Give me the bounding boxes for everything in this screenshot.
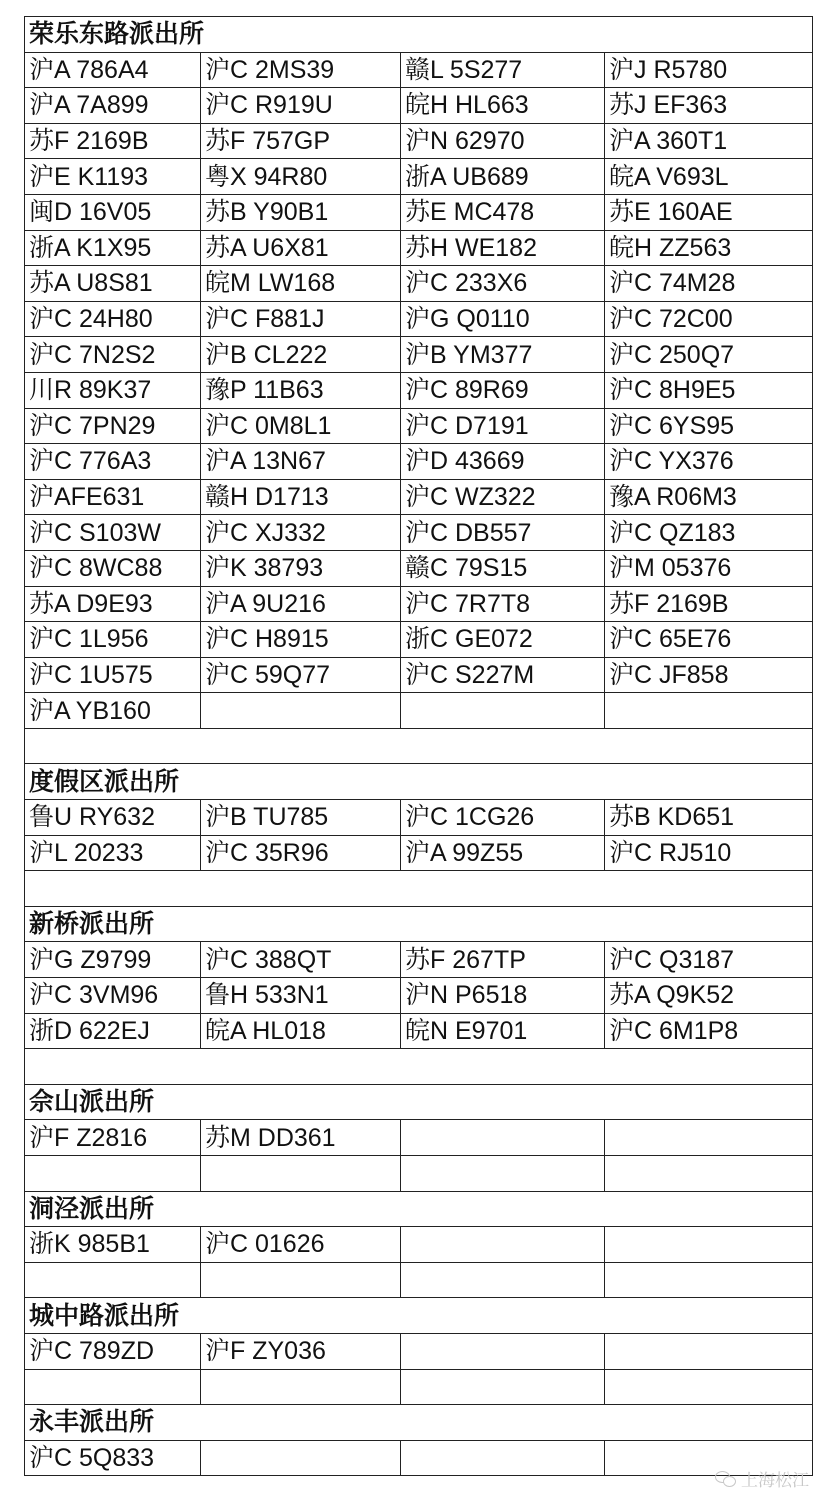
plate-cell: 苏A Q9K52: [605, 978, 813, 1014]
plate-cell: 沪C 5Q833: [25, 1440, 201, 1476]
plate-cell: 沪C 65E76: [605, 622, 813, 658]
plate-cell: 沪C DB557: [401, 515, 605, 551]
plate-cell: 苏J EF363: [605, 88, 813, 124]
plate-cell: 沪C F881J: [201, 301, 401, 337]
section-title-row: [25, 17, 813, 53]
section-title: 荣乐东路派出所: [25, 17, 813, 53]
table-row: [25, 194, 813, 230]
plate-cell: 沪C 6M1P8: [605, 1013, 813, 1049]
plate-cell: 沪C 89R69: [401, 372, 605, 408]
plate-cell: 苏F 757GP: [201, 123, 401, 159]
plate-cell: 苏A D9E93: [25, 586, 201, 622]
plate-cell: 沪AFE631: [25, 479, 201, 515]
plate-cell: 浙D 622EJ: [25, 1013, 201, 1049]
plate-cell: 沪C 3VM96: [25, 978, 201, 1014]
table-row: [25, 622, 813, 658]
section-title-row: [25, 1405, 813, 1441]
plate-cell: 沪C 35R96: [201, 835, 401, 871]
plate-cell: 沪C 24H80: [25, 301, 201, 337]
empty-cell: [605, 693, 813, 729]
section-title-row: [25, 1191, 813, 1227]
plate-cell: 沪C WZ322: [401, 479, 605, 515]
plate-cell: 苏B KD651: [605, 800, 813, 836]
plate-cell: 沪C YX376: [605, 444, 813, 480]
plate-cell: 沪A 786A4: [25, 52, 201, 88]
plate-cell: 沪C 2MS39: [201, 52, 401, 88]
plate-cell: 沪C XJ332: [201, 515, 401, 551]
section-title: 永丰派出所: [25, 1405, 813, 1441]
empty-cell: [401, 1227, 605, 1263]
empty-cell: [605, 1120, 813, 1156]
plate-cell: 沪C 01626: [201, 1227, 401, 1263]
blank-row: [25, 1369, 813, 1405]
plate-cell: 沪C 7N2S2: [25, 337, 201, 373]
plate-cell: 沪C 6YS95: [605, 408, 813, 444]
blank-row: [25, 1049, 813, 1085]
plate-cell: 川R 89K37: [25, 372, 201, 408]
blank-row: [25, 1262, 813, 1298]
plate-cell: 浙A K1X95: [25, 230, 201, 266]
empty-cell: [25, 871, 813, 907]
table-row: [25, 1013, 813, 1049]
plate-cell: 沪A 360T1: [605, 123, 813, 159]
plate-cell: 沪C 388QT: [201, 942, 401, 978]
plate-table: [24, 16, 813, 1476]
plate-cell: 沪C 1CG26: [401, 800, 605, 836]
section-title: 新桥派出所: [25, 906, 813, 942]
plate-cell: 赣L 5S277: [401, 52, 605, 88]
empty-cell: [605, 1369, 813, 1405]
plate-cell: 沪M 05376: [605, 550, 813, 586]
section-title: 城中路派出所: [25, 1298, 813, 1334]
watermark-text: 上海松江: [741, 1471, 809, 1491]
table-row: [25, 978, 813, 1014]
empty-cell: [605, 1156, 813, 1192]
plate-cell: 皖A HL018: [201, 1013, 401, 1049]
plate-cell: 沪C 776A3: [25, 444, 201, 480]
section-title-row: [25, 906, 813, 942]
table-row: [25, 123, 813, 159]
plate-cell: 沪E K1193: [25, 159, 201, 195]
table-row: [25, 479, 813, 515]
empty-cell: [201, 1440, 401, 1476]
wechat-icon: [715, 1471, 737, 1487]
blank-row: [25, 1156, 813, 1192]
empty-cell: [401, 1333, 605, 1369]
plate-cell: 皖N E9701: [401, 1013, 605, 1049]
plate-cell: 皖M LW168: [201, 266, 401, 302]
plate-cell: 沪C QZ183: [605, 515, 813, 551]
section-title-row: [25, 1084, 813, 1120]
watermark: [715, 1466, 809, 1491]
plate-cell: 苏A U8S81: [25, 266, 201, 302]
empty-cell: [401, 1440, 605, 1476]
plate-cell: 沪C 74M28: [605, 266, 813, 302]
plate-cell: 沪C JF858: [605, 657, 813, 693]
plate-cell: 沪C Q3187: [605, 942, 813, 978]
plate-cell: 赣H D1713: [201, 479, 401, 515]
table-row: [25, 1227, 813, 1263]
plate-cell: 苏E 160AE: [605, 194, 813, 230]
plate-cell: 沪C S227M: [401, 657, 605, 693]
table-row: [25, 550, 813, 586]
empty-cell: [605, 1227, 813, 1263]
plate-cell: 沪A 9U216: [201, 586, 401, 622]
plate-cell: 皖H HL663: [401, 88, 605, 124]
plate-cell: 豫A R06M3: [605, 479, 813, 515]
plate-cell: 沪N P6518: [401, 978, 605, 1014]
plate-cell: 浙A UB689: [401, 159, 605, 195]
plate-cell: 苏F 2169B: [25, 123, 201, 159]
plate-cell: 沪C 233X6: [401, 266, 605, 302]
plate-cell: 苏H WE182: [401, 230, 605, 266]
plate-cell: 沪C 59Q77: [201, 657, 401, 693]
table-row: [25, 1440, 813, 1476]
plate-cell: 赣C 79S15: [401, 550, 605, 586]
plate-cell: 沪C 72C00: [605, 301, 813, 337]
plate-cell: 苏B Y90B1: [201, 194, 401, 230]
blank-row: [25, 871, 813, 907]
plate-cell: 沪G Q0110: [401, 301, 605, 337]
empty-cell: [201, 1369, 401, 1405]
plate-cell: 皖H ZZ563: [605, 230, 813, 266]
table-row: [25, 586, 813, 622]
section-title: 洞泾派出所: [25, 1191, 813, 1227]
empty-cell: [25, 1262, 201, 1298]
plate-cell: 沪C S103W: [25, 515, 201, 551]
plate-cell: 苏F 2169B: [605, 586, 813, 622]
table-row: [25, 1333, 813, 1369]
plate-cell: 沪C 7PN29: [25, 408, 201, 444]
table-row: [25, 230, 813, 266]
empty-cell: [605, 1262, 813, 1298]
empty-cell: [25, 1156, 201, 1192]
plate-cell: 沪B CL222: [201, 337, 401, 373]
plate-cell: 沪C R919U: [201, 88, 401, 124]
empty-cell: [25, 1049, 813, 1085]
empty-cell: [401, 693, 605, 729]
section-title: 度假区派出所: [25, 764, 813, 800]
empty-cell: [25, 728, 813, 764]
empty-cell: [401, 1120, 605, 1156]
plate-cell: 沪N 62970: [401, 123, 605, 159]
plate-cell: 沪C 250Q7: [605, 337, 813, 373]
plate-cell: 沪A YB160: [25, 693, 201, 729]
plate-cell: 皖A V693L: [605, 159, 813, 195]
plate-cell: 沪L 20233: [25, 835, 201, 871]
plate-cell: 沪C D7191: [401, 408, 605, 444]
plate-cell: 沪F ZY036: [201, 1333, 401, 1369]
plate-cell: 鲁U RY632: [25, 800, 201, 836]
table-row: [25, 835, 813, 871]
plate-cell: 沪F Z2816: [25, 1120, 201, 1156]
section-title: 佘山派出所: [25, 1084, 813, 1120]
table-row: [25, 372, 813, 408]
blank-row: [25, 728, 813, 764]
plate-cell: 苏M DD361: [201, 1120, 401, 1156]
plate-cell: 苏F 267TP: [401, 942, 605, 978]
plate-cell: 沪C 8H9E5: [605, 372, 813, 408]
plate-cell: 沪A 13N67: [201, 444, 401, 480]
empty-cell: [401, 1262, 605, 1298]
plate-cell: 沪K 38793: [201, 550, 401, 586]
section-title-row: [25, 1298, 813, 1334]
table-row: [25, 52, 813, 88]
table-row: [25, 693, 813, 729]
section-title-row: [25, 764, 813, 800]
plate-cell: 闽D 16V05: [25, 194, 201, 230]
plate-cell: 沪C 1L956: [25, 622, 201, 658]
table-row: [25, 515, 813, 551]
table-row: [25, 942, 813, 978]
table-row: [25, 800, 813, 836]
empty-cell: [401, 1369, 605, 1405]
table-row: [25, 408, 813, 444]
empty-cell: [25, 1369, 201, 1405]
plate-cell: 沪B YM377: [401, 337, 605, 373]
table-row: [25, 444, 813, 480]
table-row: [25, 1120, 813, 1156]
plate-cell: 浙C GE072: [401, 622, 605, 658]
table-row: [25, 657, 813, 693]
empty-cell: [201, 1156, 401, 1192]
plate-cell: 沪G Z9799: [25, 942, 201, 978]
plate-cell: 豫P 11B63: [201, 372, 401, 408]
empty-cell: [201, 693, 401, 729]
table-row: [25, 88, 813, 124]
table-row: [25, 337, 813, 373]
table-row: [25, 301, 813, 337]
table-row: [25, 266, 813, 302]
plate-cell: 沪C 0M8L1: [201, 408, 401, 444]
plate-cell: 粤X 94R80: [201, 159, 401, 195]
empty-cell: [401, 1156, 605, 1192]
plate-cell: 鲁H 533N1: [201, 978, 401, 1014]
plate-cell: 苏E MC478: [401, 194, 605, 230]
plate-cell: 苏A U6X81: [201, 230, 401, 266]
plate-cell: 沪C H8915: [201, 622, 401, 658]
plate-cell: 沪B TU785: [201, 800, 401, 836]
plate-cell: 浙K 985B1: [25, 1227, 201, 1263]
plate-table-body: [25, 17, 813, 1476]
plate-cell: 沪C 789ZD: [25, 1333, 201, 1369]
table-row: [25, 159, 813, 195]
empty-cell: [201, 1262, 401, 1298]
plate-cell: 沪C RJ510: [605, 835, 813, 871]
plate-cell: 沪C 1U575: [25, 657, 201, 693]
plate-cell: 沪C 7R7T8: [401, 586, 605, 622]
plate-cell: 沪J R5780: [605, 52, 813, 88]
plate-cell: 沪C 8WC88: [25, 550, 201, 586]
plate-cell: 沪A 99Z55: [401, 835, 605, 871]
plate-cell: 沪A 7A899: [25, 88, 201, 124]
empty-cell: [605, 1333, 813, 1369]
plate-cell: 沪D 43669: [401, 444, 605, 480]
